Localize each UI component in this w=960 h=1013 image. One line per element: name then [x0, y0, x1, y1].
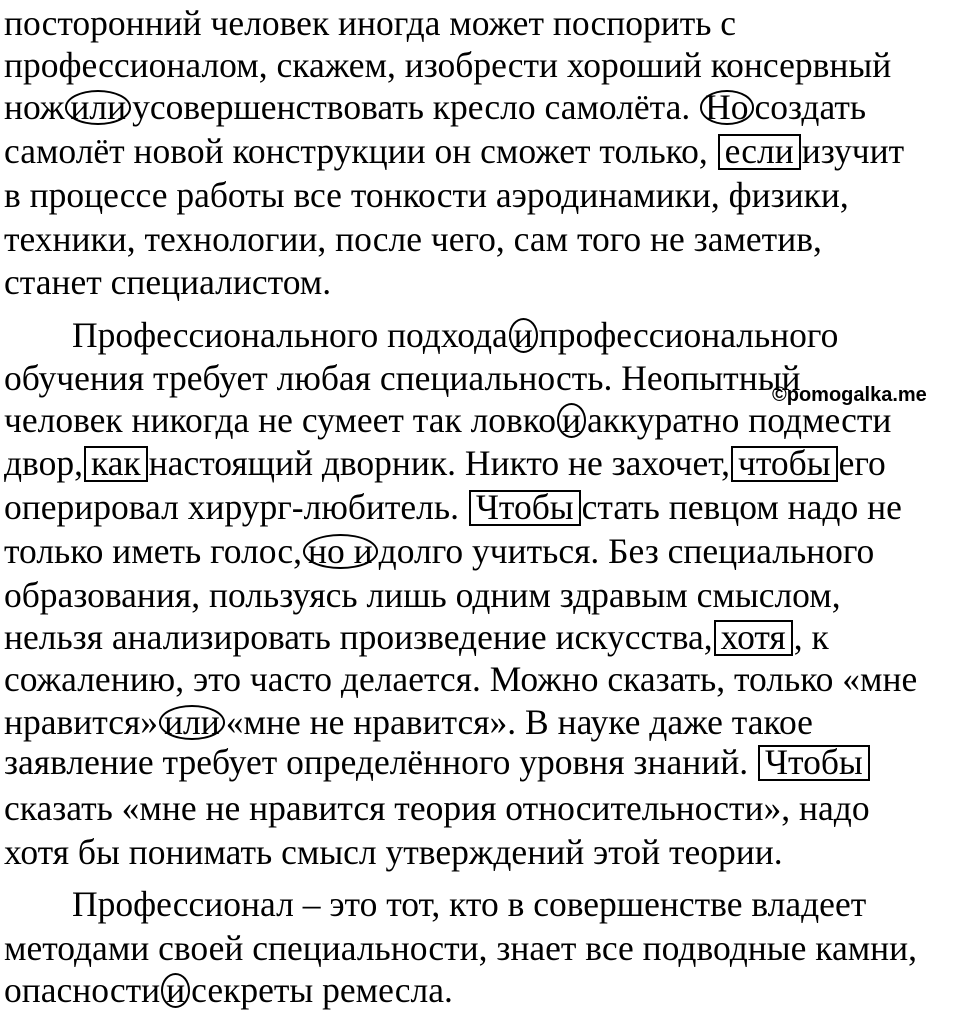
text-segment: самолёт новой конструкции он сможет только, [4, 131, 708, 171]
text-segment: профессионалом, скажем, изобрести хороший консервный [4, 45, 892, 85]
text-line [72, 884, 867, 924]
text-segment: сказать «мне не нравится теория относительности», надо [4, 788, 870, 828]
text-segment: изучит [801, 131, 905, 171]
circled-conjunction: и [161, 973, 190, 1008]
text-line [4, 788, 870, 828]
text-line [4, 400, 892, 440]
boxed-conjunction: Чтобы [469, 490, 581, 526]
boxed-conjunction: чтобы [731, 446, 838, 482]
text-line [4, 443, 886, 483]
text-segment: оперировал хирург-любитель. [4, 487, 459, 527]
text-segment: методами своей специальности, знает все подводные камни, [4, 928, 918, 968]
text-segment: двор, [4, 443, 83, 483]
text-segment: заявление требует определённого уровня знаний. [4, 742, 749, 782]
text-segment: посторонний человек иногда может поспорить с [4, 3, 737, 43]
text-line [4, 262, 332, 302]
text-segment: хотя бы понимать смысл утверждений этой теории. [4, 832, 783, 872]
text-segment: профессионального [538, 315, 839, 355]
text-segment: в процессе работы все тонкости аэродинамики, физики, [4, 175, 849, 215]
text-segment: его [838, 443, 886, 483]
text-segment: техники, технологии, после чего, сам того не заметив, [4, 219, 822, 259]
text-line [72, 315, 839, 355]
boxed-conjunction: если [718, 134, 801, 170]
text-segment: усовершенствовать кресло самолёта. [132, 87, 691, 127]
circled-conjunction: но и [303, 534, 378, 569]
text-segment: только иметь голос, [4, 531, 303, 571]
circled-conjunction: и [557, 403, 586, 438]
text-line [4, 358, 801, 398]
text-segment: «мне не нравится». В науке даже такое [225, 702, 813, 742]
text-segment: станет специалистом. [4, 262, 332, 302]
text-line [4, 970, 453, 1010]
circled-conjunction: Но [700, 90, 753, 125]
text-segment: сожалению, это часто делается. Можно сказать, только «мне [4, 659, 918, 699]
text-line [4, 928, 918, 968]
text-segment: образования, пользуясь лишь одним здравым смыслом, [4, 575, 841, 615]
text-segment: нельзя анализировать произведение искусства, [4, 617, 713, 657]
text-segment: человек никогда не сумеет так ловко [4, 400, 557, 440]
circled-conjunction: и [509, 318, 538, 353]
text-line [4, 531, 875, 571]
text-segment: долго учиться. Без специального [378, 531, 875, 571]
text-segment: стать певцом надо не [581, 487, 902, 527]
boxed-conjunction: хотя [714, 620, 793, 656]
watermark: ©pomogalka.me [772, 384, 927, 406]
text-segment: Профессионал – это тот, кто в совершенстве владеет [72, 884, 867, 924]
boxed-conjunction: Чтобы [758, 745, 870, 781]
text-segment: настоящий дворник. Никто не захочет, [148, 443, 730, 483]
text-line [4, 702, 813, 742]
text-segment: создать [754, 87, 867, 127]
text-segment: секреты ремесла. [191, 970, 453, 1010]
boxed-conjunction: как [84, 446, 148, 482]
text-line [4, 617, 829, 657]
text-segment: обучения требует любая специальность. Неопытный [4, 358, 801, 398]
text-line [4, 3, 737, 43]
text-line [4, 659, 918, 699]
text-line [4, 575, 841, 615]
text-segment: , к [793, 617, 829, 657]
text-line [4, 45, 892, 85]
text-segment: аккуратно подмести [587, 400, 892, 440]
circled-conjunction: или [159, 705, 225, 740]
circled-conjunction: или [65, 90, 131, 125]
text-line [4, 175, 849, 215]
text-line [4, 219, 822, 259]
text-line [4, 487, 902, 527]
text-line [4, 832, 783, 872]
text-line [4, 742, 871, 782]
text-segment: Профессионального подхода [72, 315, 508, 355]
text-segment: нож [4, 87, 65, 127]
text-line [4, 87, 867, 127]
text-segment: нравится» [4, 702, 159, 742]
text-segment: опасности [4, 970, 161, 1010]
text-line [4, 131, 905, 171]
